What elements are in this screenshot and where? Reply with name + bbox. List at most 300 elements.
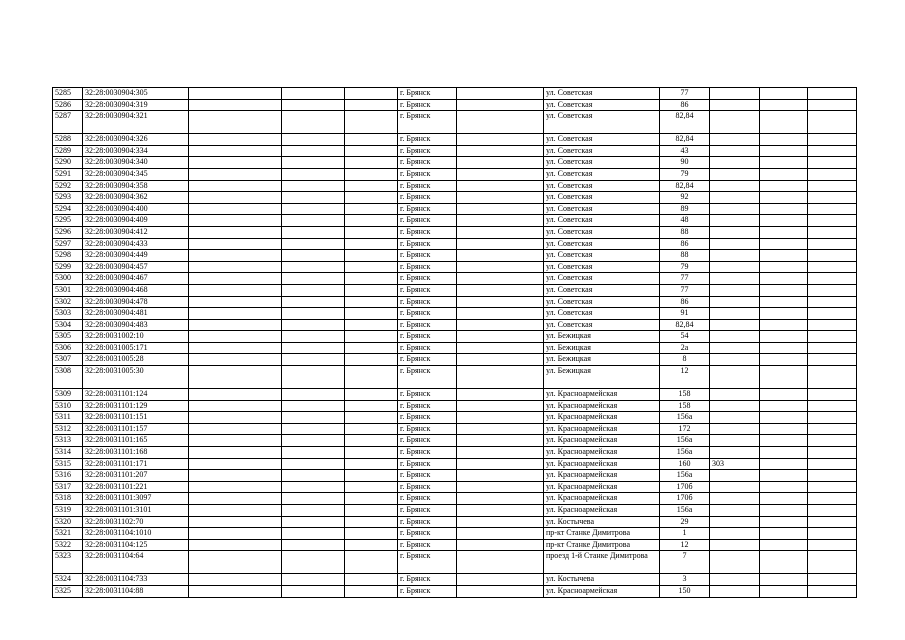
- street-cell: проезд 1-й Станке Димитрова: [544, 551, 660, 574]
- house-number-cell: 90: [660, 157, 710, 169]
- cadastral-number-cell: 32:28:0030904:362: [83, 192, 189, 204]
- house-number-cell: 82,84: [660, 111, 710, 134]
- city-cell: г. Брянск: [398, 505, 457, 517]
- empty-cell: [808, 458, 857, 470]
- cadastral-number-cell: 32:28:0031104:64: [83, 551, 189, 574]
- empty-cell: [808, 284, 857, 296]
- empty-cell: [808, 585, 857, 597]
- street-cell: ул. Советская: [544, 99, 660, 111]
- empty-cell: [189, 435, 282, 447]
- empty-cell: [457, 389, 544, 401]
- extra-cell: [710, 226, 760, 238]
- empty-cell: [189, 412, 282, 424]
- row-number-cell: 5304: [53, 319, 83, 331]
- table-row: [53, 319, 857, 331]
- empty-cell: [760, 551, 808, 574]
- extra-cell: [710, 319, 760, 331]
- house-number-cell: 7: [660, 551, 710, 574]
- empty-cell: [345, 342, 398, 354]
- extra-cell: [710, 354, 760, 366]
- table-row: [53, 215, 857, 227]
- empty-cell: [457, 261, 544, 273]
- city-cell: г. Брянск: [398, 354, 457, 366]
- cadastral-number-cell: 32:28:0031005:28: [83, 354, 189, 366]
- extra-cell: [710, 145, 760, 157]
- empty-cell: [282, 273, 345, 285]
- street-cell: ул. Красноармейская: [544, 423, 660, 435]
- row-number-cell: 5305: [53, 331, 83, 343]
- row-number-cell: 5309: [53, 389, 83, 401]
- empty-cell: [282, 134, 345, 146]
- row-number-cell: 5316: [53, 470, 83, 482]
- empty-cell: [808, 111, 857, 134]
- extra-cell: [710, 574, 760, 586]
- house-number-cell: 150: [660, 585, 710, 597]
- empty-cell: [345, 481, 398, 493]
- house-number-cell: 29: [660, 516, 710, 528]
- empty-cell: [760, 412, 808, 424]
- empty-cell: [189, 261, 282, 273]
- empty-cell: [457, 470, 544, 482]
- empty-cell: [808, 99, 857, 111]
- empty-cell: [808, 250, 857, 262]
- empty-cell: [282, 319, 345, 331]
- empty-cell: [189, 238, 282, 250]
- extra-cell: [710, 481, 760, 493]
- row-number-cell: 5310: [53, 400, 83, 412]
- empty-cell: [345, 203, 398, 215]
- empty-cell: [760, 470, 808, 482]
- city-cell: г. Брянск: [398, 203, 457, 215]
- empty-cell: [457, 331, 544, 343]
- house-number-cell: 156а: [660, 470, 710, 482]
- extra-cell: [710, 111, 760, 134]
- cadastral-number-cell: 32:28:0031101:221: [83, 481, 189, 493]
- house-number-cell: 156а: [660, 505, 710, 517]
- empty-cell: [457, 423, 544, 435]
- empty-cell: [189, 354, 282, 366]
- empty-cell: [345, 284, 398, 296]
- house-number-cell: 156а: [660, 447, 710, 459]
- empty-cell: [760, 400, 808, 412]
- extra-cell: [710, 447, 760, 459]
- empty-cell: [457, 481, 544, 493]
- street-cell: ул. Красноармейская: [544, 470, 660, 482]
- empty-cell: [282, 470, 345, 482]
- cadastral-number-cell: 32:28:0030904:334: [83, 145, 189, 157]
- cadastral-number-cell: 32:28:0031101:129: [83, 400, 189, 412]
- city-cell: г. Брянск: [398, 331, 457, 343]
- empty-cell: [345, 585, 398, 597]
- table-row: [53, 134, 857, 146]
- row-number-cell: 5298: [53, 250, 83, 262]
- empty-cell: [189, 400, 282, 412]
- empty-cell: [189, 319, 282, 331]
- cadastral-number-cell: 32:28:0030904:449: [83, 250, 189, 262]
- empty-cell: [345, 250, 398, 262]
- city-cell: г. Брянск: [398, 389, 457, 401]
- table-row: [53, 493, 857, 505]
- city-cell: г. Брянск: [398, 551, 457, 574]
- empty-cell: [282, 574, 345, 586]
- empty-cell: [282, 389, 345, 401]
- house-number-cell: 77: [660, 273, 710, 285]
- table-row: [53, 505, 857, 517]
- table-row: [53, 157, 857, 169]
- extra-cell: [710, 516, 760, 528]
- cadastral-number-cell: 32:28:0031101:124: [83, 389, 189, 401]
- city-cell: г. Брянск: [398, 273, 457, 285]
- empty-cell: [345, 551, 398, 574]
- row-number-cell: 5293: [53, 192, 83, 204]
- empty-cell: [189, 493, 282, 505]
- extra-cell: [710, 366, 760, 389]
- empty-cell: [189, 470, 282, 482]
- empty-cell: [760, 528, 808, 540]
- street-cell: ул. Красноармейская: [544, 585, 660, 597]
- street-cell: ул. Бежицкая: [544, 366, 660, 389]
- city-cell: г. Брянск: [398, 412, 457, 424]
- table-row: [53, 180, 857, 192]
- city-cell: г. Брянск: [398, 574, 457, 586]
- empty-cell: [189, 481, 282, 493]
- table-row: [53, 203, 857, 215]
- empty-cell: [760, 505, 808, 517]
- extra-cell: [710, 250, 760, 262]
- cadastral-number-cell: 32:28:0030904:433: [83, 238, 189, 250]
- empty-cell: [760, 481, 808, 493]
- empty-cell: [189, 516, 282, 528]
- street-cell: ул. Красноармейская: [544, 458, 660, 470]
- extra-cell: [710, 470, 760, 482]
- street-cell: ул. Советская: [544, 134, 660, 146]
- registry-table: [52, 87, 857, 598]
- empty-cell: [282, 157, 345, 169]
- empty-cell: [457, 226, 544, 238]
- empty-cell: [282, 261, 345, 273]
- empty-cell: [760, 157, 808, 169]
- street-cell: ул. Костычева: [544, 516, 660, 528]
- city-cell: г. Брянск: [398, 458, 457, 470]
- row-number-cell: 5292: [53, 180, 83, 192]
- empty-cell: [808, 319, 857, 331]
- empty-cell: [282, 458, 345, 470]
- city-cell: г. Брянск: [398, 99, 457, 111]
- house-number-cell: 79: [660, 261, 710, 273]
- empty-cell: [760, 203, 808, 215]
- city-cell: г. Брянск: [398, 400, 457, 412]
- empty-cell: [808, 470, 857, 482]
- city-cell: г. Брянск: [398, 481, 457, 493]
- empty-cell: [282, 111, 345, 134]
- table-row: [53, 470, 857, 482]
- empty-cell: [345, 145, 398, 157]
- extra-cell: [710, 203, 760, 215]
- empty-cell: [457, 435, 544, 447]
- empty-cell: [760, 458, 808, 470]
- empty-cell: [345, 389, 398, 401]
- street-cell: ул. Красноармейская: [544, 435, 660, 447]
- row-number-cell: 5315: [53, 458, 83, 470]
- empty-cell: [282, 180, 345, 192]
- empty-cell: [345, 354, 398, 366]
- empty-cell: [457, 539, 544, 551]
- cadastral-number-cell: 32:28:0031101:3097: [83, 493, 189, 505]
- row-number-cell: 5322: [53, 539, 83, 551]
- empty-cell: [345, 539, 398, 551]
- empty-cell: [760, 574, 808, 586]
- street-cell: ул. Советская: [544, 250, 660, 262]
- empty-cell: [808, 157, 857, 169]
- empty-cell: [189, 111, 282, 134]
- empty-cell: [808, 435, 857, 447]
- row-number-cell: 5319: [53, 505, 83, 517]
- empty-cell: [808, 493, 857, 505]
- empty-cell: [345, 493, 398, 505]
- extra-cell: [710, 99, 760, 111]
- empty-cell: [345, 516, 398, 528]
- table-row: [53, 99, 857, 111]
- cadastral-number-cell: 32:28:0031005:171: [83, 342, 189, 354]
- extra-cell: [710, 238, 760, 250]
- house-number-cell: 88: [660, 250, 710, 262]
- empty-cell: [189, 180, 282, 192]
- row-number-cell: 5318: [53, 493, 83, 505]
- table-row: [53, 250, 857, 262]
- empty-cell: [760, 493, 808, 505]
- street-cell: ул. Красноармейская: [544, 505, 660, 517]
- empty-cell: [345, 192, 398, 204]
- empty-cell: [189, 203, 282, 215]
- empty-cell: [457, 447, 544, 459]
- row-number-cell: 5307: [53, 354, 83, 366]
- empty-cell: [808, 447, 857, 459]
- house-number-cell: 86: [660, 296, 710, 308]
- street-cell: ул. Красноармейская: [544, 481, 660, 493]
- empty-cell: [282, 551, 345, 574]
- empty-cell: [282, 168, 345, 180]
- row-number-cell: 5312: [53, 423, 83, 435]
- empty-cell: [457, 168, 544, 180]
- city-cell: г. Брянск: [398, 528, 457, 540]
- row-number-cell: 5317: [53, 481, 83, 493]
- empty-cell: [760, 111, 808, 134]
- empty-cell: [189, 250, 282, 262]
- empty-cell: [760, 273, 808, 285]
- empty-cell: [808, 203, 857, 215]
- empty-cell: [282, 528, 345, 540]
- row-number-cell: 5290: [53, 157, 83, 169]
- cadastral-number-cell: 32:28:0031101:168: [83, 447, 189, 459]
- street-cell: ул. Советская: [544, 203, 660, 215]
- row-number-cell: 5302: [53, 296, 83, 308]
- empty-cell: [282, 308, 345, 320]
- empty-cell: [282, 423, 345, 435]
- empty-cell: [457, 458, 544, 470]
- city-cell: г. Брянск: [398, 250, 457, 262]
- row-number-cell: 5324: [53, 574, 83, 586]
- street-cell: ул. Бежицкая: [544, 342, 660, 354]
- table-row: [53, 423, 857, 435]
- city-cell: г. Брянск: [398, 308, 457, 320]
- row-number-cell: 5301: [53, 284, 83, 296]
- empty-cell: [189, 168, 282, 180]
- cadastral-number-cell: 32:28:0030904:321: [83, 111, 189, 134]
- empty-cell: [760, 516, 808, 528]
- row-number-cell: 5297: [53, 238, 83, 250]
- empty-cell: [282, 331, 345, 343]
- empty-cell: [189, 551, 282, 574]
- empty-cell: [760, 261, 808, 273]
- house-number-cell: 86: [660, 99, 710, 111]
- empty-cell: [760, 180, 808, 192]
- street-cell: ул. Костычева: [544, 574, 660, 586]
- empty-cell: [457, 250, 544, 262]
- empty-cell: [808, 273, 857, 285]
- cadastral-number-cell: 32:28:0031102:70: [83, 516, 189, 528]
- empty-cell: [189, 423, 282, 435]
- empty-cell: [345, 528, 398, 540]
- cadastral-number-cell: 32:28:0031101:151: [83, 412, 189, 424]
- house-number-cell: 77: [660, 88, 710, 100]
- extra-cell: [710, 296, 760, 308]
- row-number-cell: 5296: [53, 226, 83, 238]
- empty-cell: [760, 331, 808, 343]
- extra-cell: [710, 539, 760, 551]
- empty-cell: [760, 296, 808, 308]
- cadastral-number-cell: 32:28:0031101:207: [83, 470, 189, 482]
- extra-cell: [710, 505, 760, 517]
- extra-cell: [710, 215, 760, 227]
- empty-cell: [457, 574, 544, 586]
- city-cell: г. Брянск: [398, 192, 457, 204]
- table-row: [53, 308, 857, 320]
- table-row: [53, 192, 857, 204]
- empty-cell: [457, 412, 544, 424]
- cadastral-number-cell: 32:28:0030904:319: [83, 99, 189, 111]
- house-number-cell: 12: [660, 539, 710, 551]
- cadastral-number-cell: 32:28:0030904:400: [83, 203, 189, 215]
- extra-cell: [710, 88, 760, 100]
- empty-cell: [808, 342, 857, 354]
- house-number-cell: 170б: [660, 481, 710, 493]
- row-number-cell: 5314: [53, 447, 83, 459]
- empty-cell: [282, 145, 345, 157]
- empty-cell: [189, 145, 282, 157]
- cadastral-number-cell: 32:28:0030904:412: [83, 226, 189, 238]
- empty-cell: [345, 111, 398, 134]
- city-cell: г. Брянск: [398, 215, 457, 227]
- empty-cell: [808, 145, 857, 157]
- empty-cell: [282, 412, 345, 424]
- empty-cell: [457, 528, 544, 540]
- empty-cell: [457, 238, 544, 250]
- extra-cell: [710, 261, 760, 273]
- empty-cell: [457, 342, 544, 354]
- empty-cell: [189, 366, 282, 389]
- empty-cell: [808, 192, 857, 204]
- city-cell: г. Брянск: [398, 585, 457, 597]
- empty-cell: [189, 389, 282, 401]
- street-cell: ул. Бежицкая: [544, 331, 660, 343]
- empty-cell: [457, 493, 544, 505]
- empty-cell: [760, 134, 808, 146]
- empty-cell: [808, 168, 857, 180]
- house-number-cell: 92: [660, 192, 710, 204]
- street-cell: ул. Советская: [544, 215, 660, 227]
- city-cell: г. Брянск: [398, 435, 457, 447]
- table-row: [53, 400, 857, 412]
- cadastral-number-cell: 32:28:0030904:326: [83, 134, 189, 146]
- city-cell: г. Брянск: [398, 493, 457, 505]
- table-row: [53, 342, 857, 354]
- table-row: [53, 88, 857, 100]
- house-number-cell: 158: [660, 400, 710, 412]
- empty-cell: [760, 389, 808, 401]
- empty-cell: [808, 134, 857, 146]
- street-cell: ул. Советская: [544, 180, 660, 192]
- empty-cell: [457, 296, 544, 308]
- table-row: [53, 412, 857, 424]
- table-row: [53, 585, 857, 597]
- street-cell: ул. Советская: [544, 261, 660, 273]
- row-number-cell: 5295: [53, 215, 83, 227]
- row-number-cell: 5289: [53, 145, 83, 157]
- empty-cell: [808, 296, 857, 308]
- empty-cell: [282, 88, 345, 100]
- extra-cell: 303: [710, 458, 760, 470]
- empty-cell: [345, 215, 398, 227]
- city-cell: г. Брянск: [398, 539, 457, 551]
- row-number-cell: 5325: [53, 585, 83, 597]
- street-cell: ул. Бежицкая: [544, 354, 660, 366]
- extra-cell: [710, 331, 760, 343]
- empty-cell: [457, 308, 544, 320]
- empty-cell: [760, 88, 808, 100]
- row-number-cell: 5311: [53, 412, 83, 424]
- empty-cell: [189, 458, 282, 470]
- house-number-cell: 172: [660, 423, 710, 435]
- city-cell: г. Брянск: [398, 516, 457, 528]
- city-cell: г. Брянск: [398, 447, 457, 459]
- extra-cell: [710, 192, 760, 204]
- house-number-cell: 156а: [660, 412, 710, 424]
- empty-cell: [760, 435, 808, 447]
- empty-cell: [189, 296, 282, 308]
- empty-cell: [345, 168, 398, 180]
- house-number-cell: 48: [660, 215, 710, 227]
- cadastral-number-cell: 32:28:0030904:481: [83, 308, 189, 320]
- empty-cell: [282, 192, 345, 204]
- row-number-cell: 5323: [53, 551, 83, 574]
- empty-cell: [760, 319, 808, 331]
- empty-cell: [808, 261, 857, 273]
- row-number-cell: 5303: [53, 308, 83, 320]
- house-number-cell: 2а: [660, 342, 710, 354]
- empty-cell: [282, 400, 345, 412]
- cadastral-number-cell: 32:28:0030904:457: [83, 261, 189, 273]
- empty-cell: [282, 516, 345, 528]
- empty-cell: [760, 308, 808, 320]
- city-cell: г. Брянск: [398, 145, 457, 157]
- extra-cell: [710, 157, 760, 169]
- city-cell: г. Брянск: [398, 423, 457, 435]
- empty-cell: [760, 168, 808, 180]
- table-row: [53, 389, 857, 401]
- empty-cell: [457, 505, 544, 517]
- empty-cell: [282, 493, 345, 505]
- empty-cell: [345, 261, 398, 273]
